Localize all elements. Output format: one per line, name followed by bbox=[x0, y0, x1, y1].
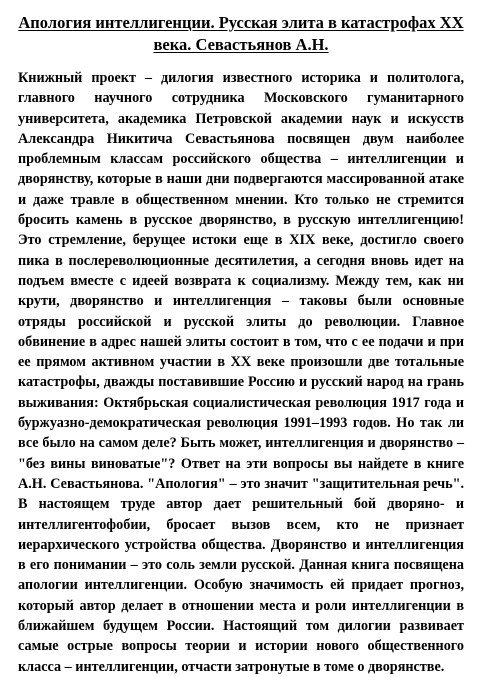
document-body-paragraph: Книжный проект – дилогия известного историка и политолога, главного научного сотрудника Московского гуманитарного университета, академика Петровской академии наук и искусств Александра Никитича Севастьянова посвящен двум наиболее проблемным классам российского общества – интеллигенции и дворянству, которые в наши дни подвергаются массированной атаке и даже травле в общественном мнении. Кто только не стремится бросить камень в русское дворянство, в русскую интеллигенцию! Это стремление, берущее истоки еще в XIX веке, достигло своего пика в послереволюционные десятилетия, а сегодня вновь идет на подъем вместе с идеей возврата к социализму. Между тем, как ни крути, дворянство и интеллигенция – таковы были основные отряды российской и русской элиты до революции. Главное обвинение в адрес нашей элиты состоит в том, что с ее подачи и при ее прямом активном участии в ХХ веке произошли две тотальные катастрофы, дважды поставившие Россию и русский народ на грань выживания: Октябрьская социалистическая революция 1917 года и буржуазно-демократическая революция 1991–1993 годов. Но так ли все было на самом деле? Быть может, интеллигенция и дворянство – "без вины виноватые"? Ответ на эти вопросы вы найдете в книге А.Н. Севастьянова. "Апология" – это значит "защитительная речь". В настоящем труде автор дает решительный бой дворяно- и интеллигентофобии, бросает вызов всем, кто не признает иерархического устройства общества. Дворянство и интеллигенция в его понимании – это соль земли русской. Данная книга посвящена апологии интеллигенции. Особую значимость ей придает прогноз, который автор делает в отношении места и роли интеллигенции в ближайшем будущем России. Настоящий том дилогии развивает самые острые вопросы теории и истории нового общественного класса – интеллигенции, отчасти затронутые в томе о дворянстве. bbox=[18, 70, 464, 675]
document-title: Апология интеллигенции. Русская элита в катастрофах ХХ века. Севастьянов А.Н. bbox=[18, 13, 464, 54]
